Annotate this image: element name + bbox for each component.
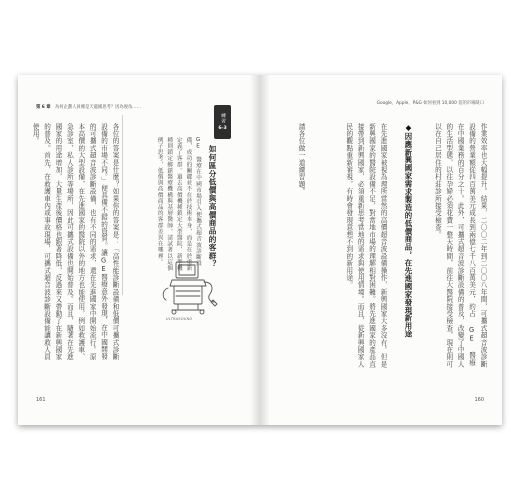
left-page (18, 75, 260, 425)
question-block (292, 123, 306, 323)
question-text: 請各位做一道練習題。 (297, 123, 305, 195)
right-page-number: 160 (474, 397, 484, 403)
right-body-intro (418, 123, 488, 373)
section-heading: 因應新興國家需求製造的低價商品，在先進國家發現新用途 (404, 132, 413, 338)
left-body-paragraph: 各位的答案是什麼？如果你的答案是：「高性能診斷設備和低價可攜式診斷設備的市場不同。」便具備不錯的資質。讓GE醫療意外發現，在中國開發的可攜式超音波診斷設備，也有不同的需求，還在先進國家中開始流行。原本高價的大型設備，在先進國家的醫院以外的地方也能使用，例如救護車、急診室、私人診所等場所，因此可攜式設備也開始普及。而且，隨著在先進國家的用途增加，大量生產後價格也跟著降低，反過來又帶動了在新興國家的普及。首先，在救護車內或事故現場，可攜式超音波診斷設備能讓救人員使用。 (31, 123, 119, 361)
left-running-head (36, 104, 141, 110)
chapter-title: 為何企劃人員總是天龍國思考？因為視角…… (54, 105, 141, 110)
machine-caption: ULTRASOUND (166, 317, 193, 321)
left-body-text (32, 123, 120, 361)
left-page-number: 161 (36, 397, 46, 403)
diamond-bullet-icon: ◆ (404, 123, 413, 133)
sidebar-divider (122, 115, 123, 295)
section-heading-block (390, 123, 414, 363)
exercise-body: GE 醫療在中國市場引入便攜式超音波診斷設備，成功的關鍵並不在於技術本身，而是在於重新定義了客群。過去高價機種鎖定大型醫院，新型機種則鎖定鄉鎮醫療機構與基層醫師。請試著以這個例子思考，低價與高價商品的客群差異在哪裡。 (156, 137, 201, 272)
right-page (260, 75, 502, 425)
section-body-block (308, 123, 388, 373)
right-running-head: Google、Apple、P&G 如何看到 10,000 倍的市場缺口 (376, 101, 484, 106)
exercise-title: 如何區分低價與高價商品的客群？ (208, 145, 217, 268)
section-body: 在先進國家被視為理所當然的高價超音波設備操作，新興國家大多沒有。但是新興國家的醫院設備不足，對當地市場的理解相對困難。將先進國家的產品直接帶到新興國家，必須重新思考當地的需求與使用情境。而且，從新興國家人民的觀點重新審視，有時會發現意想不到的新用途。 (344, 123, 387, 368)
exercise-tab-number: 6-3 (218, 125, 227, 131)
chapter-label: 第 6 章 (36, 105, 51, 110)
exercise-tab-label: 練習 (220, 113, 225, 124)
ultrasound-machine-illustration (158, 258, 220, 318)
right-intro-paragraph: 作業效率也大幅提升。結果，二〇〇二年到二〇〇八年間，可攜式超音波診斷設備的營業額從四百萬美元成長到兩億七千八百萬美元，約占 GE 醫療在中國業務的百分之十。此外，可攜式超音波診斷設備的普及，改變了中國人的生活型態，以往孕婦必須花費一整天時間，前往大醫院接受檢查，現在則可以在自己居住的村莊診所接受檢查。 (433, 123, 487, 368)
open-book-spread (18, 75, 502, 425)
exercise-tab (214, 105, 231, 139)
